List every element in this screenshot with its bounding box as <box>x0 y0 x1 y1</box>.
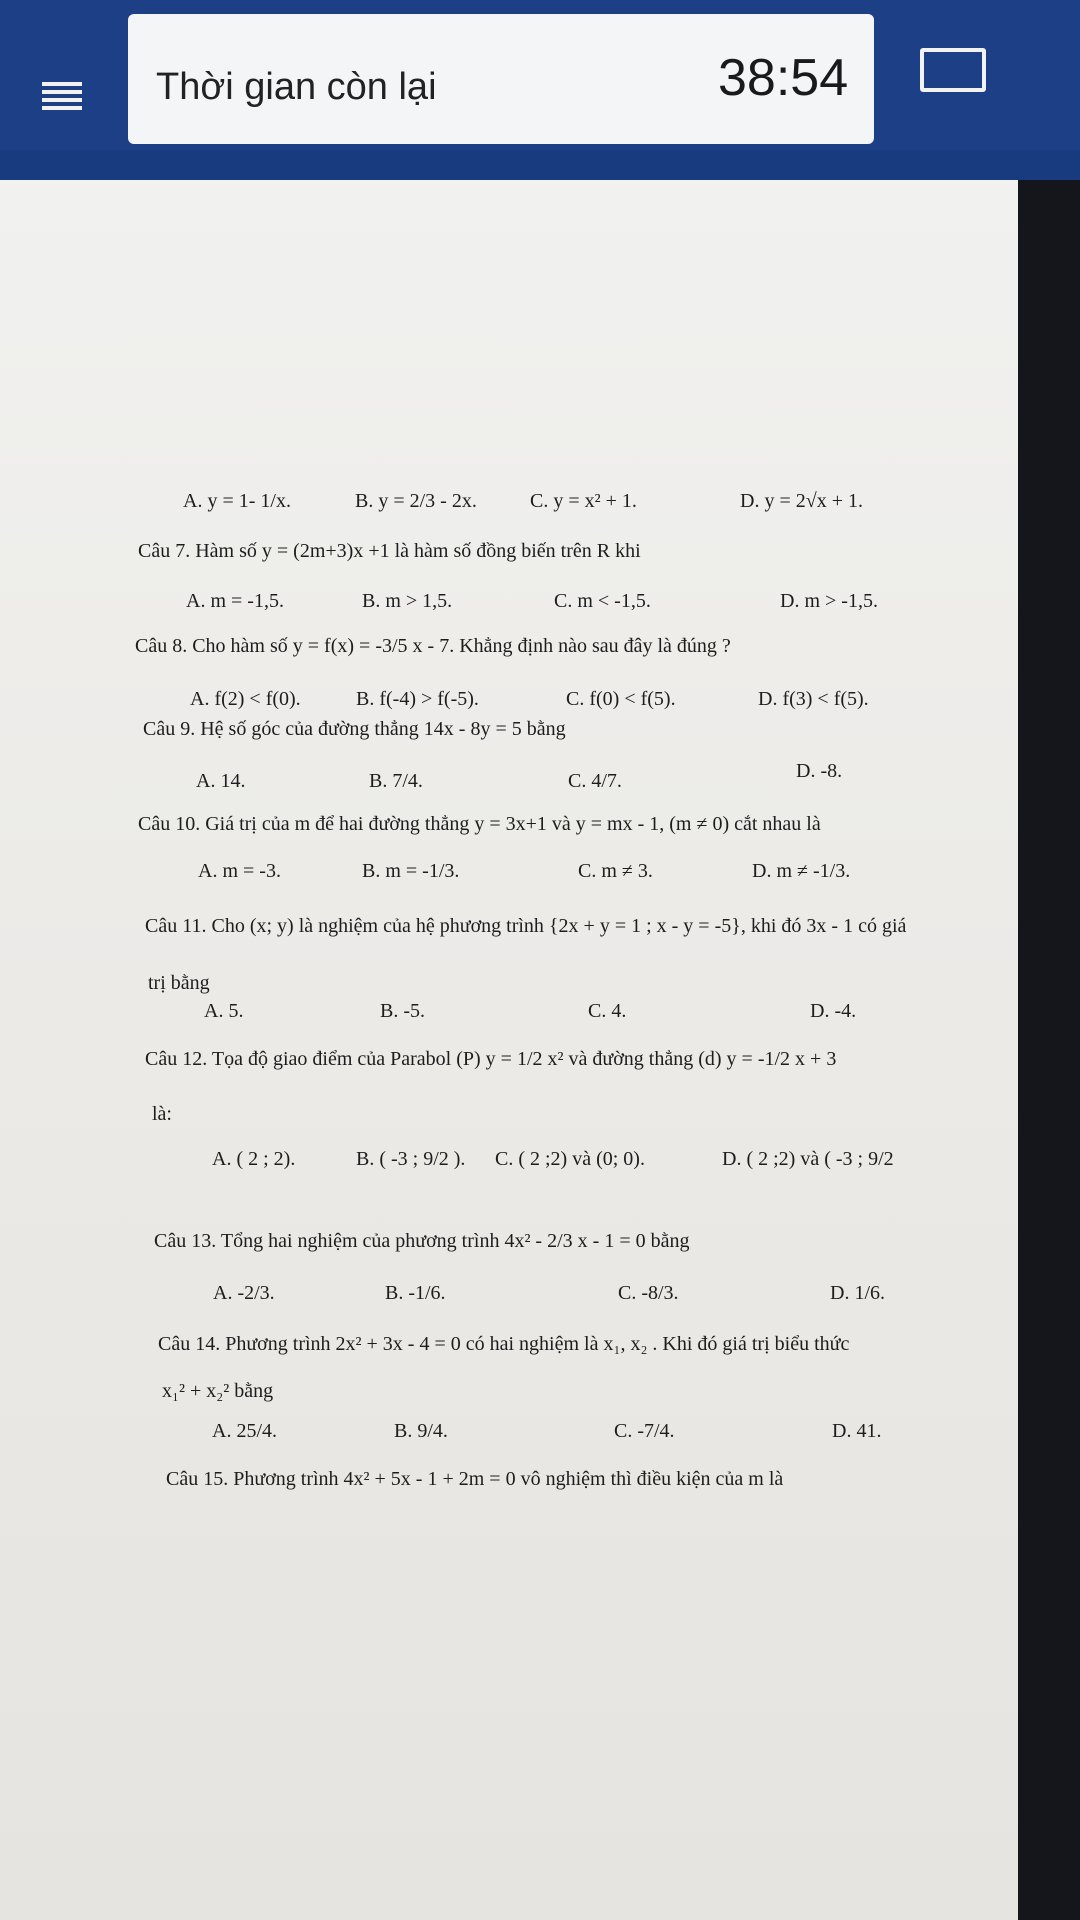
q7-option-b[interactable]: B. m > 1,5. <box>362 590 453 612</box>
q10-option-a[interactable]: A. m = -3. <box>198 860 281 882</box>
menu-icon[interactable] <box>42 82 82 112</box>
q8-option-a[interactable]: A. f(2) < f(0). <box>190 688 301 710</box>
question-9: Câu 9. Hệ số góc của đường thẳng 14x - 8y = 5 bằng <box>143 718 566 740</box>
q9-option-d[interactable]: D. -8. <box>796 760 843 782</box>
q9-option-a[interactable]: A. 14. <box>196 770 246 792</box>
q10-option-c[interactable]: C. m ≠ 3. <box>578 860 653 882</box>
q12-option-b[interactable]: B. ( -3 ; 9/2 ). <box>356 1148 466 1170</box>
q7-option-d[interactable]: D. m > -1,5. <box>780 590 878 612</box>
q11-option-c[interactable]: C. 4. <box>588 1000 627 1022</box>
question-11-continued: trị bằng <box>148 972 210 994</box>
q6-option-c[interactable]: C. y = x² + 1. <box>530 490 637 512</box>
q11-option-d[interactable]: D. -4. <box>810 1000 857 1022</box>
device-edge <box>1018 180 1080 1920</box>
question-7: Câu 7. Hàm số y = (2m+3)x +1 là hàm số đồng biến trên R khi <box>138 540 641 562</box>
q9-option-c[interactable]: C. 4/7. <box>568 770 622 792</box>
timer-card <box>128 14 874 144</box>
question-14: Câu 14. Phương trình 2x² + 3x - 4 = 0 có hai nghiệm là x₁, x₂ . Khi đó giá trị biểu thức <box>158 1333 850 1355</box>
q7-option-c[interactable]: C. m < -1,5. <box>554 590 651 612</box>
q13-option-c[interactable]: C. -8/3. <box>618 1282 679 1304</box>
q11-option-b[interactable]: B. -5. <box>380 1000 425 1022</box>
q13-option-a[interactable]: A. -2/3. <box>213 1282 275 1304</box>
q11-option-a[interactable]: A. 5. <box>204 1000 244 1022</box>
q14-option-a[interactable]: A. 25/4. <box>212 1420 277 1442</box>
q12-option-c[interactable]: C. ( 2 ;2) và (0; 0). <box>495 1148 645 1170</box>
q10-option-d[interactable]: D. m ≠ -1/3. <box>752 860 851 882</box>
question-15: Câu 15. Phương trình 4x² + 5x - 1 + 2m = 0 vô nghiệm thì điều kiện của m là <box>166 1468 784 1490</box>
question-8: Câu 8. Cho hàm số y = f(x) = -3/5 x - 7. Khẳng định nào sau đây là đúng ? <box>135 635 731 657</box>
q9-option-b[interactable]: B. 7/4. <box>369 770 423 792</box>
question-13: Câu 13. Tổng hai nghiệm của phương trình 4x² - 2/3 x - 1 = 0 bằng <box>154 1230 690 1252</box>
q8-option-c[interactable]: C. f(0) < f(5). <box>566 688 676 710</box>
q12-option-a[interactable]: A. ( 2 ; 2). <box>212 1148 296 1170</box>
q12-option-d[interactable]: D. ( 2 ;2) và ( -3 ; 9/2 <box>722 1148 894 1170</box>
question-10: Câu 10. Giá trị của m để hai đường thẳng y = 3x+1 và y = mx - 1, (m ≠ 0) cắt nhau là <box>138 813 821 835</box>
question-11: Câu 11. Cho (x; y) là nghiệm của hệ phương trình {2x + y = 1 ; x - y = -5}, khi đó 3x - 1 có giá <box>145 915 907 937</box>
q14-option-b[interactable]: B. 9/4. <box>394 1420 448 1442</box>
q6-option-a[interactable]: A. y = 1- 1/x. <box>183 490 291 512</box>
q14-option-d[interactable]: D. 41. <box>832 1420 882 1442</box>
timer-label: Thời gian còn lại <box>156 66 437 108</box>
question-12: Câu 12. Tọa độ giao điểm của Parabol (P) y = 1/2 x² và đường thẳng (d) y = -1/2 x + 3 <box>145 1048 837 1070</box>
q10-option-b[interactable]: B. m = -1/3. <box>362 860 460 882</box>
q8-option-d[interactable]: D. f(3) < f(5). <box>758 688 869 710</box>
q6-option-d[interactable]: D. y = 2√x + 1. <box>740 490 863 512</box>
question-14-continued: x₁² + x₂² bằng <box>162 1380 274 1402</box>
q13-option-d[interactable]: D. 1/6. <box>830 1282 885 1304</box>
q14-option-c[interactable]: C. -7/4. <box>614 1420 675 1442</box>
timer-value: 38:54 <box>718 49 849 107</box>
q6-option-b[interactable]: B. y = 2/3 - 2x. <box>355 490 477 512</box>
q8-option-b[interactable]: B. f(-4) > f(-5). <box>356 688 479 710</box>
q7-option-a[interactable]: A. m = -1,5. <box>186 590 284 612</box>
q13-option-b[interactable]: B. -1/6. <box>385 1282 446 1304</box>
question-12-continued: là: <box>152 1103 172 1125</box>
fullscreen-icon[interactable] <box>920 48 986 92</box>
